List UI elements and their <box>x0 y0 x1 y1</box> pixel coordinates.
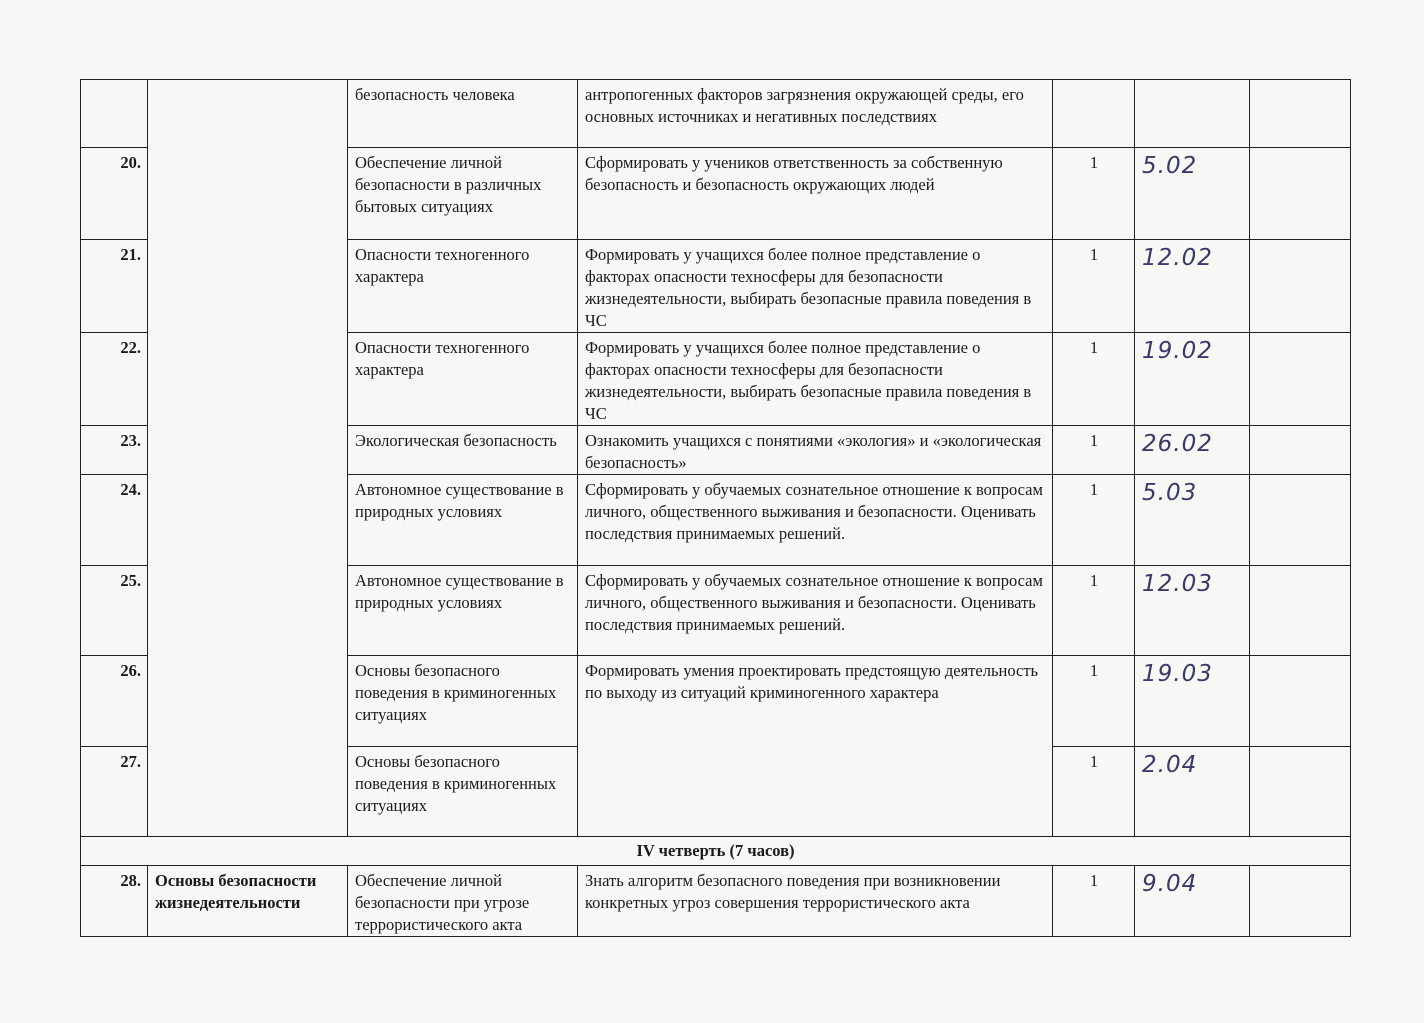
row-number: 24. <box>81 475 148 566</box>
row-number: 25. <box>81 566 148 656</box>
quarter-header-row <box>81 837 1351 866</box>
topic-cell: Опасности техногенного характера <box>348 240 578 333</box>
quarter-title: IV четверть (7 часов) <box>81 837 1351 866</box>
objective-cell: Знать алгоритм безопасного поведения при возникновении конкретных угроз совершения террористического акта <box>578 866 1053 937</box>
note-cell <box>1250 656 1351 747</box>
date-cell: 12.02 <box>1135 240 1250 333</box>
hours-cell: 1 <box>1053 566 1135 656</box>
note-cell <box>1250 333 1351 426</box>
topic-cell: Автономное существование в природных условиях <box>348 566 578 656</box>
topic-cell: безопасность человека <box>348 80 578 148</box>
note-cell <box>1250 866 1351 937</box>
section-cell <box>148 80 348 837</box>
hours-cell: 1 <box>1053 148 1135 240</box>
objective-cell: Формировать у учащихся более полное представление о факторах опасности техносферы для безопасности жизнедеятельности, выбирать безопасные правила поведения в ЧС <box>578 240 1053 333</box>
row-number: 28. <box>81 866 148 937</box>
date-cell: 19.02 <box>1135 333 1250 426</box>
date-cell: 26.02 <box>1135 426 1250 475</box>
hours-cell <box>1053 80 1135 148</box>
objective-cell: Формировать у учащихся более полное представление о факторах опасности техносферы для безопасности жизнедеятельности, выбирать безопасные правила поведения в ЧС <box>578 333 1053 426</box>
note-cell <box>1250 148 1351 240</box>
date-cell: 19.03 <box>1135 656 1250 747</box>
row-number: 21. <box>81 240 148 333</box>
topic-cell: Автономное существование в природных условиях <box>348 475 578 566</box>
topic-cell: Основы безопасного поведения в криминогенных ситуациях <box>348 747 578 837</box>
topic-cell: Основы безопасного поведения в криминогенных ситуациях <box>348 656 578 747</box>
hours-cell: 1 <box>1053 866 1135 937</box>
row-number: 27. <box>81 747 148 837</box>
objective-cell: Сформировать у обучаемых сознательное отношение к вопросам личного, общественного выживания и безопасности. Оценивать последствия принимаемых решений. <box>578 566 1053 656</box>
row-number: 20. <box>81 148 148 240</box>
row-number: 26. <box>81 656 148 747</box>
note-cell <box>1250 566 1351 656</box>
topic-cell: Обеспечение личной безопасности в различных бытовых ситуациях <box>348 148 578 240</box>
topic-cell: Опасности техногенного характера <box>348 333 578 426</box>
objective-cell: Сформировать у обучаемых сознательное отношение к вопросам личного, общественного выживания и безопасности. Оценивать последствия принимаемых решений. <box>578 475 1053 566</box>
section-title: Основы безопасности жизнедеятельности <box>148 866 348 937</box>
objective-cell: Сформировать у учеников ответственность за собственную безопасность и безопасность окружающих людей <box>578 148 1053 240</box>
row-number: 22. <box>81 333 148 426</box>
lesson-plan-table <box>80 79 1351 937</box>
note-cell <box>1250 426 1351 475</box>
table-row <box>81 80 1351 148</box>
note-cell <box>1250 80 1351 148</box>
date-cell: 12.03 <box>1135 566 1250 656</box>
hours-cell: 1 <box>1053 240 1135 333</box>
hours-cell: 1 <box>1053 656 1135 747</box>
row-number: 23. <box>81 426 148 475</box>
date-cell: 5.03 <box>1135 475 1250 566</box>
note-cell <box>1250 240 1351 333</box>
date-cell: 5.02 <box>1135 148 1250 240</box>
objective-cell: антропогенных факторов загрязнения окружающей среды, его основных источниках и негативных последствиях <box>578 80 1053 148</box>
hours-cell: 1 <box>1053 747 1135 837</box>
hours-cell: 1 <box>1053 426 1135 475</box>
objective-cell: Формировать умения проектировать предстоящую деятельность по выходу из ситуаций криминогенного характера <box>578 656 1053 837</box>
note-cell <box>1250 475 1351 566</box>
table-row <box>81 866 1351 937</box>
hours-cell: 1 <box>1053 333 1135 426</box>
row-number <box>81 80 148 148</box>
date-cell: 2.04 <box>1135 747 1250 837</box>
date-cell: 9.04 <box>1135 866 1250 937</box>
objective-cell: Ознакомить учащихся с понятиями «экология» и «экологическая безопасность» <box>578 426 1053 475</box>
topic-cell: Экологическая безопасность <box>348 426 578 475</box>
topic-cell: Обеспечение личной безопасности при угрозе террористического акта <box>348 866 578 937</box>
hours-cell: 1 <box>1053 475 1135 566</box>
date-cell <box>1135 80 1250 148</box>
note-cell <box>1250 747 1351 837</box>
